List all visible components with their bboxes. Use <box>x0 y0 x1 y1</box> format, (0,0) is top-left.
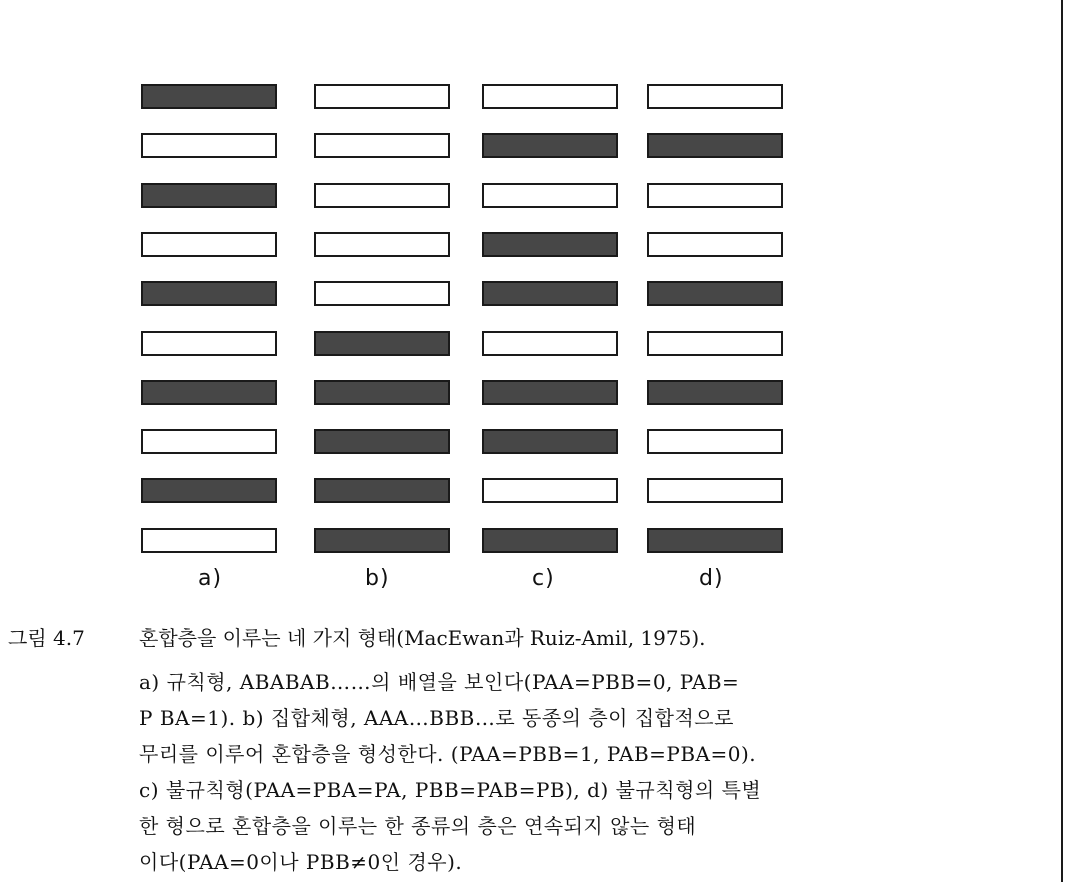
layer-bar-c-5 <box>482 281 618 306</box>
column-label-a: a) <box>198 566 223 591</box>
layer-bar-b-8 <box>314 429 450 454</box>
layer-bar-c-1 <box>482 84 618 109</box>
caption-line: 이다(PAA=0이나 PBB≠0인 경우). <box>139 850 463 874</box>
caption-title: 혼합층을 이루는 네 가지 형태(MacEwan과 Ruiz-Amil, 1975). <box>139 626 706 650</box>
layer-bar-c-9 <box>482 478 618 503</box>
layer-bar-b-5 <box>314 281 450 306</box>
layer-bar-d-6 <box>647 331 783 356</box>
column-label-d: d) <box>699 566 724 591</box>
layer-bar-d-5 <box>647 281 783 306</box>
layer-bar-a-7 <box>141 380 277 405</box>
layer-bar-b-3 <box>314 183 450 208</box>
layer-bar-b-10 <box>314 528 450 553</box>
layer-bar-d-9 <box>647 478 783 503</box>
layer-bar-a-1 <box>141 84 277 109</box>
layer-bar-a-2 <box>141 133 277 158</box>
layer-bar-a-9 <box>141 478 277 503</box>
layer-bar-b-2 <box>314 133 450 158</box>
caption-line: 무리를 이루어 혼합층을 형성한다. (PAA=PBB=1, PAB=PBA=0). <box>139 742 757 766</box>
caption-line: a) 규칙형, ABABAB……의 배열을 보인다(PAA=PBB=0, PAB= <box>139 670 740 694</box>
layer-bar-b-4 <box>314 232 450 257</box>
column-label-c: c) <box>532 566 555 591</box>
layer-bar-a-4 <box>141 232 277 257</box>
layer-bar-d-4 <box>647 232 783 257</box>
caption-figure-number: 그림 4.7 <box>8 626 85 650</box>
layer-bar-a-6 <box>141 331 277 356</box>
layer-bar-a-10 <box>141 528 277 553</box>
layer-bar-c-10 <box>482 528 618 553</box>
layer-bar-c-3 <box>482 183 618 208</box>
layer-bar-c-4 <box>482 232 618 257</box>
layer-bar-c-6 <box>482 331 618 356</box>
layer-bar-d-1 <box>647 84 783 109</box>
layer-bar-a-3 <box>141 183 277 208</box>
caption-line: c) 불규칙형(PAA=PBA=PA, PBB=PAB=PB), d) 불규칙형의 특별 <box>139 778 762 802</box>
column-label-b: b) <box>365 566 390 591</box>
layer-bar-c-2 <box>482 133 618 158</box>
layer-bar-c-7 <box>482 380 618 405</box>
caption-line: 한 형으로 혼합층을 이루는 한 종류의 층은 연속되지 않는 형태 <box>139 814 697 838</box>
layer-bar-a-5 <box>141 281 277 306</box>
layer-bar-b-6 <box>314 331 450 356</box>
layer-bar-d-3 <box>647 183 783 208</box>
layer-bar-b-7 <box>314 380 450 405</box>
layer-bar-a-8 <box>141 429 277 454</box>
layer-bar-d-10 <box>647 528 783 553</box>
layer-bar-d-2 <box>647 133 783 158</box>
layer-bar-b-1 <box>314 84 450 109</box>
layer-bar-c-8 <box>482 429 618 454</box>
layer-bar-d-7 <box>647 380 783 405</box>
layer-bar-b-9 <box>314 478 450 503</box>
layer-bar-d-8 <box>647 429 783 454</box>
caption-line: P BA=1). b) 집합체형, AAA…BBB…로 동종의 층이 집합적으로 <box>139 706 734 730</box>
